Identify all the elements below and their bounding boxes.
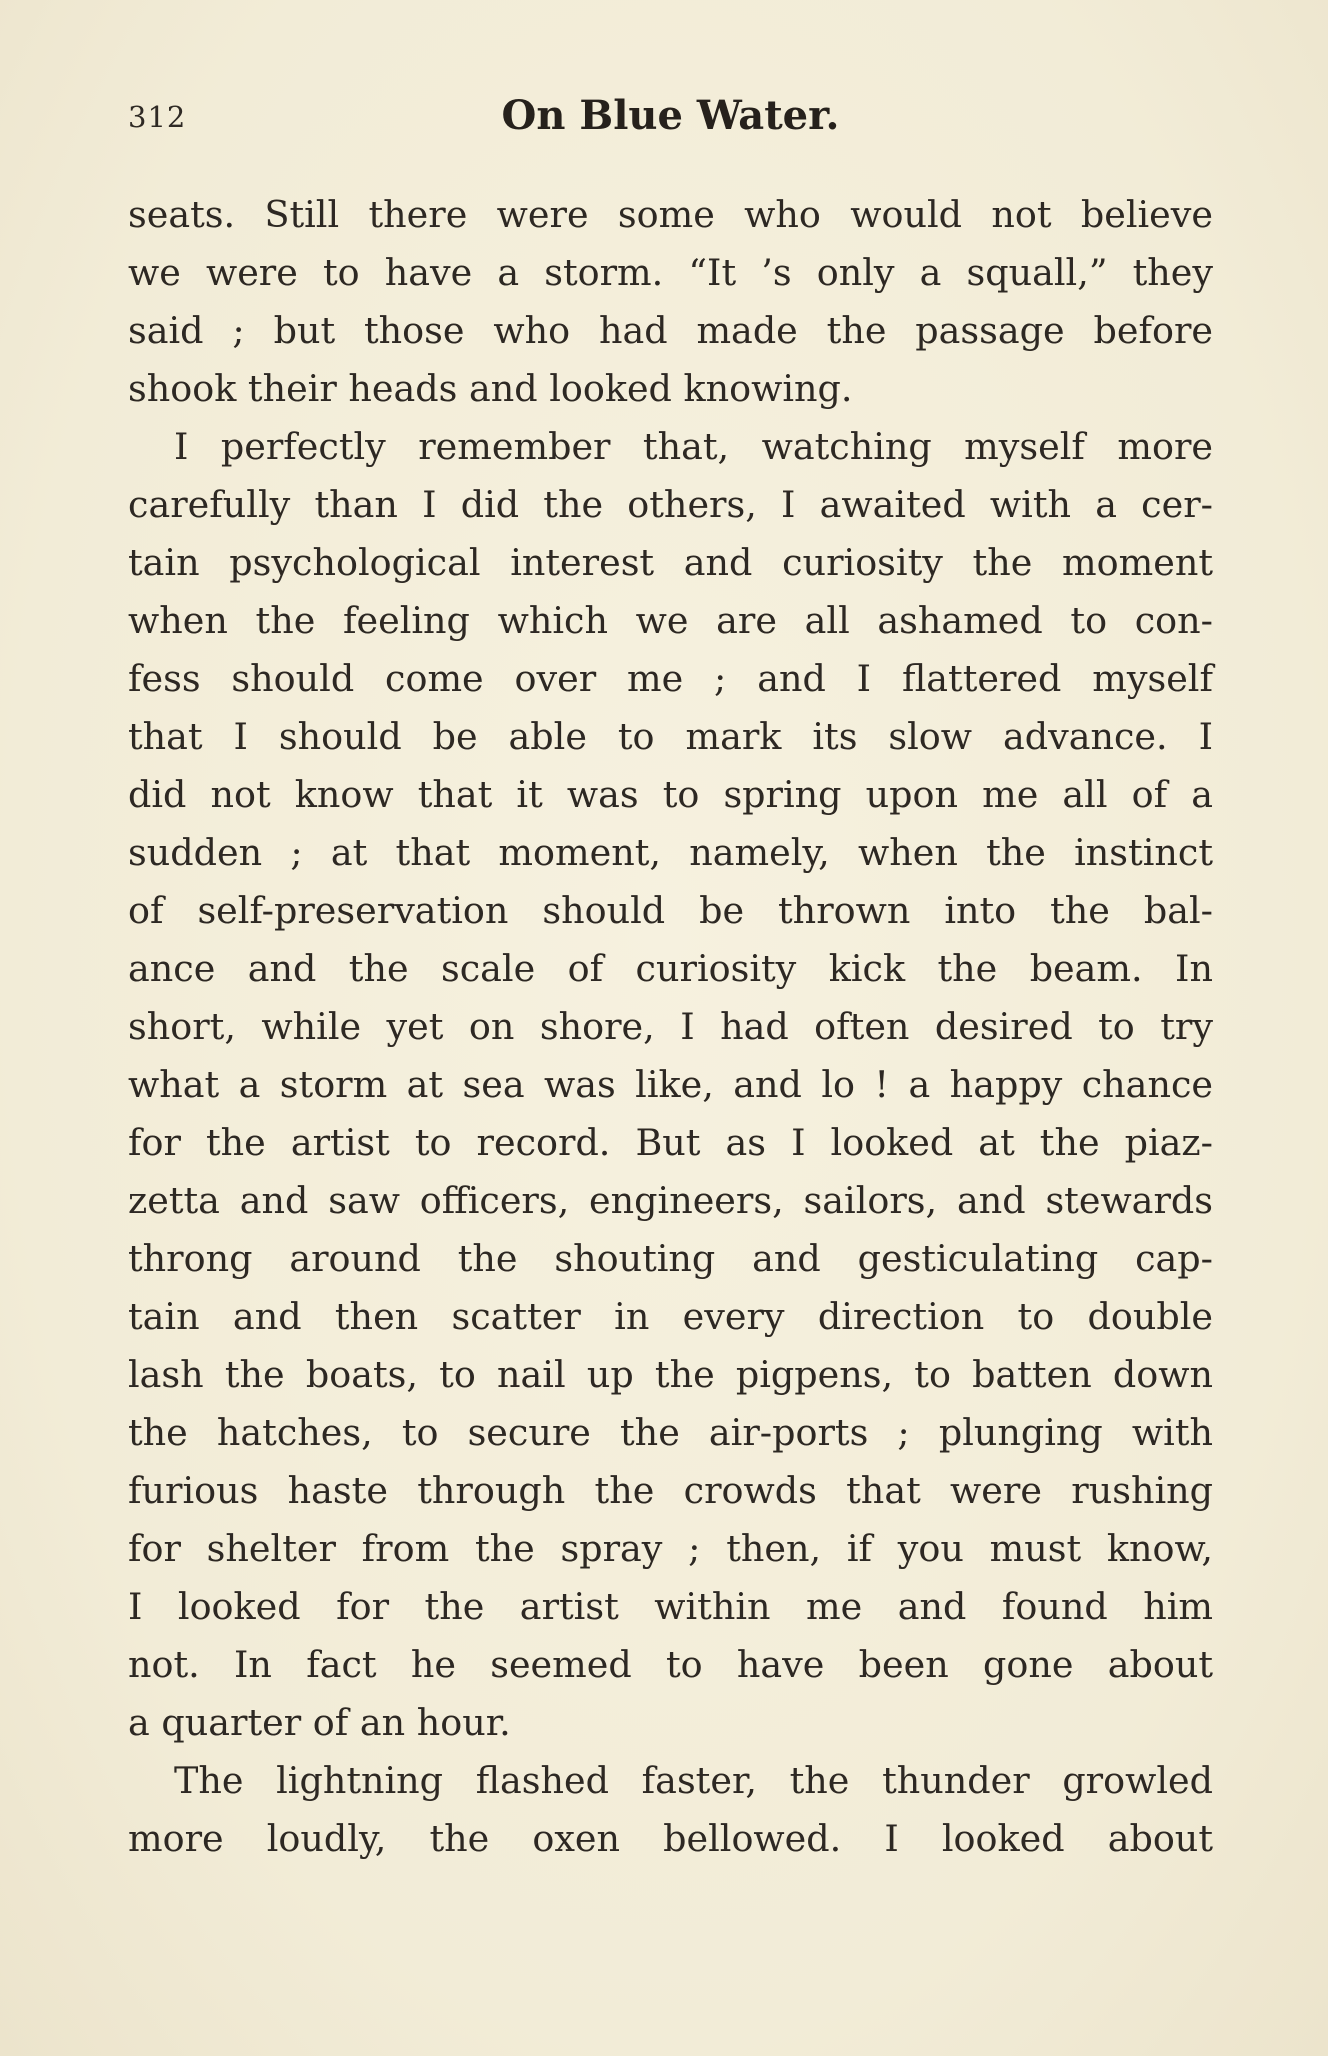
text-line: for shelter from the spray ; then, if you must know, (128, 1527, 1213, 1570)
page-header (128, 92, 1213, 142)
text-line: the hatches, to secure the air-ports ; plunging with (128, 1411, 1213, 1454)
text-line: zetta and saw officers, engineers, sailors, and stewards (128, 1179, 1213, 1222)
text-line: of self-preservation should be thrown into the bal- (128, 889, 1213, 932)
text-line: what a storm at sea was like, and lo ! a happy chance (128, 1063, 1213, 1106)
text-line: we were to have a storm. “It ’s only a squall,” they (128, 251, 1213, 294)
text-line: for the artist to record. But as I looked at the piaz- (128, 1121, 1213, 1164)
text-line: throng around the shouting and gesticulating cap- (128, 1237, 1213, 1280)
text-line: I looked for the artist within me and found him (128, 1585, 1213, 1628)
text-line: I perfectly remember that, watching myself more (174, 425, 1213, 468)
running-title: On Blue Water. (501, 92, 840, 139)
text-line: a quarter of an hour. (128, 1701, 511, 1744)
text-line: did not know that it was to spring upon me all of a (128, 773, 1213, 816)
text-line: that I should be able to mark its slow advance. I (128, 715, 1213, 758)
text-line: The lightning flashed faster, the thunder growled (174, 1759, 1213, 1802)
text-line: when the feeling which we are all ashamed to con- (128, 599, 1213, 642)
text-line: short, while yet on shore, I had often desired to try (128, 1005, 1213, 1048)
text-line: shook their heads and looked knowing. (128, 367, 853, 410)
text-line: not. In fact he seemed to have been gone about (128, 1643, 1213, 1686)
text-line: seats. Still there were some who would not believe (128, 193, 1213, 236)
text-line: ance and the scale of curiosity kick the beam. In (128, 947, 1213, 990)
text-line: tain psychological interest and curiosity the moment (128, 541, 1213, 584)
text-line: said ; but those who had made the passage before (128, 309, 1213, 352)
text-line: fess should come over me ; and I flattered myself (128, 657, 1213, 700)
text-line: lash the boats, to nail up the pigpens, to batten down (128, 1353, 1213, 1396)
text-line: furious haste through the crowds that were rushing (128, 1469, 1213, 1512)
page-number: 312 (128, 100, 187, 134)
text-line: more loudly, the oxen bellowed. I looked about (128, 1817, 1213, 1860)
text-line: sudden ; at that moment, namely, when the instinct (128, 831, 1213, 874)
text-line: tain and then scatter in every direction to double (128, 1295, 1213, 1338)
text-line: carefully than I did the others, I awaited with a cer- (128, 483, 1213, 526)
body-text (128, 186, 1213, 1868)
